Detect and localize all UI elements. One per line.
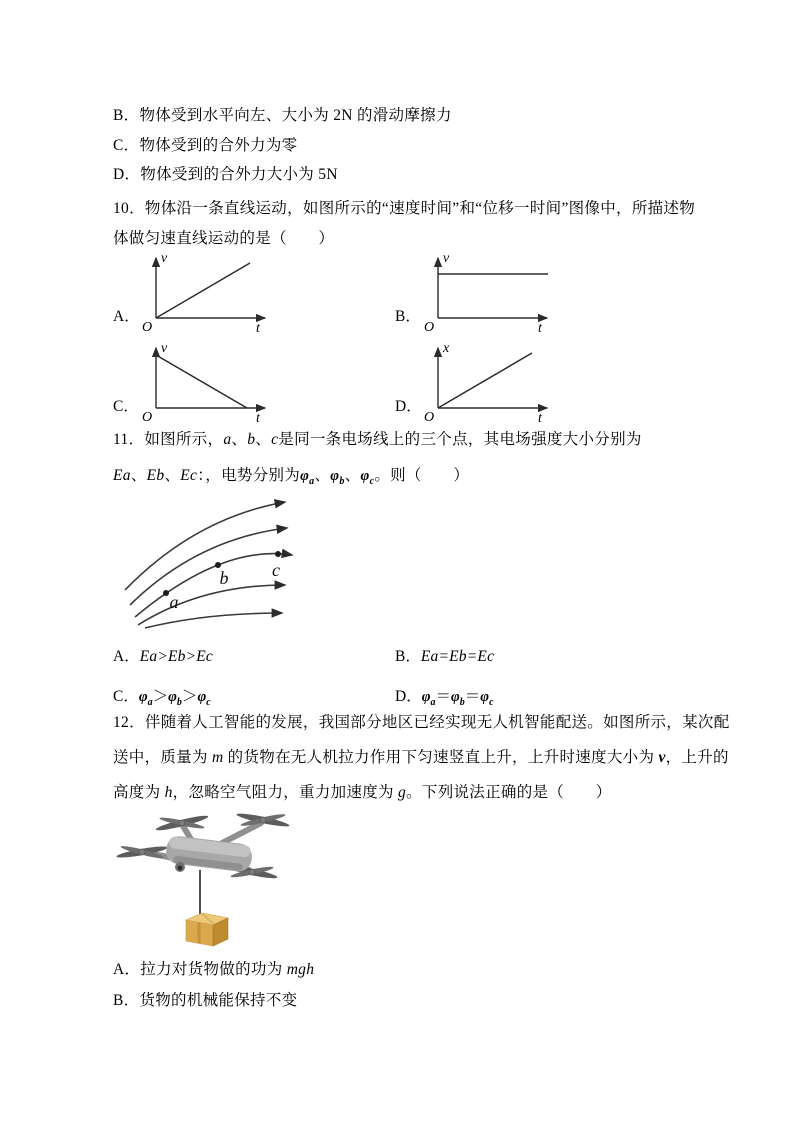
point-a-label: a xyxy=(169,592,179,612)
q10-graph-c xyxy=(113,338,395,426)
graph-line xyxy=(438,353,532,408)
option-expr: Ea=Eb=Ec xyxy=(420,648,495,665)
x-axis-label: t xyxy=(256,411,260,426)
phi-sub: b xyxy=(339,476,345,487)
phi-symbol: φ xyxy=(138,689,148,705)
var-v: v xyxy=(658,749,666,766)
graph-line xyxy=(156,263,250,318)
var-phi-b xyxy=(451,689,465,708)
q12-stem-line3 xyxy=(113,780,612,802)
q10-graph-b xyxy=(395,248,677,336)
stem-text: 的货物在无人机拉力作用下匀速竖直上升，上升时速度大小为 xyxy=(223,749,659,766)
var-Eb: Eb xyxy=(146,467,165,484)
phi-sub: b xyxy=(176,697,182,708)
xt-graph-rising xyxy=(421,338,558,426)
origin-label: O xyxy=(424,410,435,425)
stem-text: ，忽略空气阻力，重力加速度为 xyxy=(172,784,399,801)
var-g: g xyxy=(398,784,407,801)
q12-option-b xyxy=(113,988,297,1010)
separator: 、 xyxy=(255,431,272,448)
option-letter: A． xyxy=(113,308,140,325)
phi-symbol: φ xyxy=(330,468,340,484)
option-text: 物体受到的合外力为零 xyxy=(139,137,298,154)
phi-sub: a xyxy=(430,697,436,708)
stem-text: 。下列说法正确的是（ ） xyxy=(406,784,612,801)
origin-label: O xyxy=(424,320,435,335)
var-phi-a xyxy=(138,689,153,708)
var-phi-b xyxy=(330,468,345,487)
phi-sub: c xyxy=(206,697,211,708)
var-Ec: Ec xyxy=(180,467,198,484)
q11-stem-line1 xyxy=(113,427,642,449)
q12-stem-line2 xyxy=(113,745,729,767)
electric-field-lines-figure xyxy=(116,494,311,647)
field-line-4 xyxy=(138,585,285,625)
separator: 、 xyxy=(164,467,181,484)
option-letter: B． xyxy=(395,648,421,665)
option-letter: C． xyxy=(113,688,139,705)
q9-option-d xyxy=(113,162,338,184)
phi-symbol: φ xyxy=(197,689,207,705)
var-phi-c xyxy=(360,468,375,487)
field-line-1 xyxy=(125,502,285,590)
q10-stem-line1: 10．物体沿一条直线运动，如图所示的“速度时间”和“位移一时间”图像中，所描述物 xyxy=(113,200,696,217)
option-letter: B． xyxy=(113,107,140,124)
var-c: c xyxy=(271,431,279,448)
var-phi-c xyxy=(480,689,494,708)
stem-text: ，上升的 xyxy=(665,749,729,766)
relation-symbol: ＞ xyxy=(152,688,169,705)
stem-text: 11．如图所示， xyxy=(113,431,224,448)
q11-option-a xyxy=(113,644,213,666)
var-h: h xyxy=(164,784,173,801)
q11-option-b xyxy=(395,644,494,666)
x-axis-label: t xyxy=(256,321,260,336)
q9-option-b xyxy=(113,103,452,125)
stem-text: ：，电势分别为 xyxy=(197,467,301,484)
stem-text: 高度为 xyxy=(113,784,165,801)
vt-graph-falling xyxy=(139,338,276,426)
q10-graph-grid xyxy=(113,248,677,426)
var-a: a xyxy=(223,431,232,448)
separator: 、 xyxy=(130,467,147,484)
field-line-5 xyxy=(145,613,282,628)
separator: 、 xyxy=(344,467,361,484)
stem-text: 。则（ ） xyxy=(374,467,470,484)
q10-graph-a xyxy=(113,248,395,336)
field-line-2 xyxy=(130,528,287,605)
option-letter: A． xyxy=(113,961,141,978)
option-letter: D． xyxy=(395,398,422,415)
vt-graph-rising xyxy=(139,248,276,336)
phi-symbol: φ xyxy=(360,468,370,484)
phi-symbol: φ xyxy=(300,468,310,484)
q10-stem-line2: 体做匀速直线运动的是（ ） xyxy=(113,230,335,247)
q12-stem-line1: 12．伴随着人工智能的发展，我国部分地区已经实现无人机智能配送。如图所示，某次配 xyxy=(113,714,730,731)
drone-camera-lens xyxy=(178,866,183,871)
relation-symbol: ＝ xyxy=(464,688,481,705)
separator: 、 xyxy=(231,431,248,448)
x-axis-label: t xyxy=(538,411,542,426)
option-text: 物体受到水平向左、大小为 2N 的滑动摩擦力 xyxy=(139,107,452,124)
phi-sub: c xyxy=(369,476,375,487)
y-axis-label: v xyxy=(161,251,168,266)
var-m: m xyxy=(211,749,224,766)
option-letter: C． xyxy=(113,398,139,415)
option-text: 货物的机械能保持不变 xyxy=(139,992,298,1009)
option-letter: D． xyxy=(395,688,422,705)
relation-symbol: ＝ xyxy=(435,688,451,705)
phi-symbol: φ xyxy=(451,689,460,705)
var-b: b xyxy=(247,431,256,448)
var-phi-a xyxy=(421,689,436,708)
option-text: 物体受到的合外力大小为 5N xyxy=(140,166,338,183)
option-letter: B． xyxy=(113,992,140,1009)
phi-sub: c xyxy=(489,697,494,708)
y-axis-label: x xyxy=(443,341,450,356)
q12-option-a xyxy=(113,957,314,979)
separator: 、 xyxy=(314,467,331,484)
phi-symbol: φ xyxy=(168,689,177,705)
option-text: 拉力对货物做的功为 xyxy=(140,961,287,978)
q11-option-d xyxy=(395,684,494,708)
graph-line xyxy=(156,355,247,408)
stem-text: 是同一条电场线上的三个点，其电场强度大小分别为 xyxy=(278,431,642,448)
phi-sub: a xyxy=(147,697,153,708)
point-a-dot xyxy=(163,590,169,596)
option-letter: D． xyxy=(113,166,141,183)
q10-graph-d xyxy=(395,338,677,426)
relation-symbol: ＞ xyxy=(181,688,198,705)
phi-sub: a xyxy=(309,476,315,487)
package-box xyxy=(186,913,228,946)
drone-delivery-figure xyxy=(110,806,335,956)
var-phi-a xyxy=(300,468,315,487)
y-axis-label: v xyxy=(161,341,168,356)
option-letter: B． xyxy=(395,308,421,325)
q9-option-c xyxy=(113,133,297,155)
var-phi-b xyxy=(168,689,182,708)
vt-graph-horizontal xyxy=(421,248,558,336)
formula-mgh: mgh xyxy=(286,961,315,978)
origin-label: O xyxy=(142,320,153,335)
phi-symbol: φ xyxy=(480,689,490,705)
option-letter: C． xyxy=(113,137,140,154)
y-axis-label: v xyxy=(443,251,450,266)
option-letter: A． xyxy=(113,648,140,665)
origin-label: O xyxy=(142,410,153,425)
point-c-dot xyxy=(275,551,281,557)
var-Ea: Ea xyxy=(113,467,131,484)
stem-text: 送中，质量为 xyxy=(113,749,212,766)
phi-sub: b xyxy=(459,697,465,708)
x-axis-label: t xyxy=(538,321,542,336)
q11-option-c xyxy=(113,684,211,708)
point-b-label: b xyxy=(219,568,229,588)
phi-symbol: φ xyxy=(421,689,431,705)
point-c-label: c xyxy=(272,560,280,580)
option-expr: Ea>Eb>Ec xyxy=(139,648,214,665)
var-phi-c xyxy=(197,689,211,708)
q11-stem-line2 xyxy=(113,463,469,487)
